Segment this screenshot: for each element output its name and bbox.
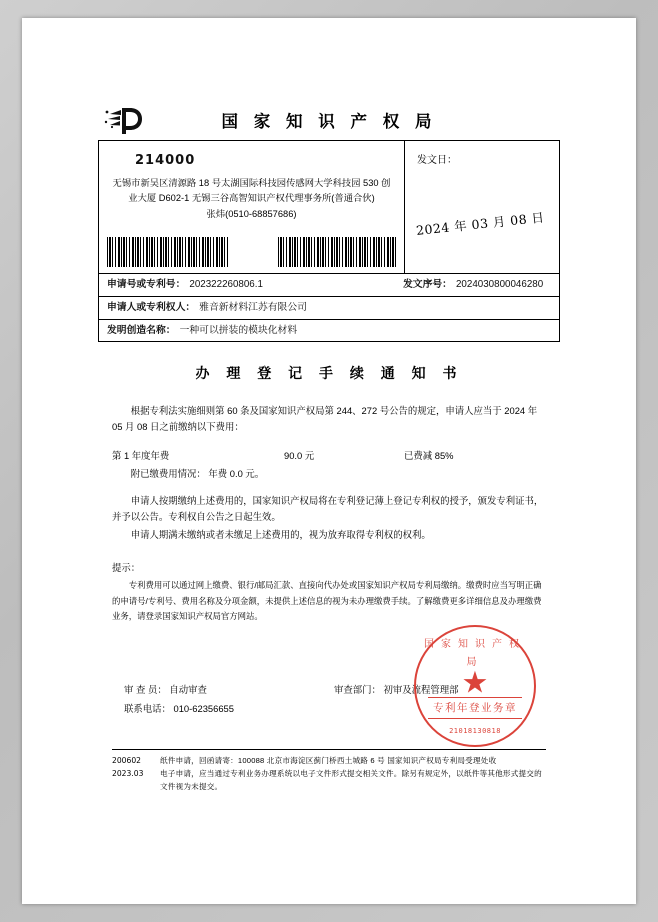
invention-title-label: 发明创造名称： [107,324,176,336]
dispatch-date-label: 发文日： [417,155,457,166]
paragraph-grant: 申请人按期缴纳上述费用的，国家知识产权局将在专利登记薄上登记专利权的授予，颁发专利证书，并予以公告。专利权自公告之日起生效。 [112,494,544,523]
notice-body [98,342,560,803]
contact-phone-label: 联系电话： [124,702,171,714]
addressee-block [99,141,405,273]
meta-row-invention [99,320,559,342]
seal-code: 21018130818 [449,726,501,735]
barcode-dispatch-serial [278,237,398,267]
department-label: 审查部门： [334,684,381,696]
address-contact: 张炜(0510-68857686) [206,208,297,219]
fee-reduction-note: 已费减 85% [404,449,454,461]
footer-line-1: 纸件申请，回函请寄：100088 北京市海淀区蓟门桥西土城路 6 号 国家知识产权局专利局受理处收 [160,756,497,766]
document-header [98,106,560,141]
document-footer [112,749,546,794]
paragraph-waiver: 申请人期满未缴纳或者未缴足上述费用的，视为放弃取得专利权的权利。 [130,529,431,541]
dispatch-date-block [405,141,559,273]
postal-code: 214000 [135,153,196,168]
meta-row-applicant [99,297,559,320]
tips-text: 专利费用可以通过网上缴费、银行/邮局汇款、直接向代办处或国家知识产权局专利局缴纳。缴费时应当写明正确的申请号/专利号、费用名称及分项金额，未提供上述信息的视为未办理缴费手续。了解缴费更多详细信息及办理缴费业务，请登录国家知识产权局官方网站。 [112,580,542,622]
application-number-label: 申请号或专利号： [107,279,186,290]
signature-area [112,639,546,739]
address-line-2: 业大厦 D602-1 无锡三谷高智知识产权代理事务所(普通合伙) [128,193,375,204]
examiner-block [124,681,234,719]
fee-table-row [112,448,546,464]
page-title: 办 理 登 记 手 续 通 知 书 [195,366,463,383]
address-and-date-row [99,141,559,274]
official-seal-icon [414,625,536,747]
meta-row-numbers [99,274,559,297]
footer-text [160,755,546,794]
organization-title: 国 家 知 识 产 权 局 [221,112,437,131]
fee-name: 第 1 年度年费 [112,449,170,461]
dispatch-date-value: 2024 年 03 月 08 日 [415,209,546,239]
footer-form-codes [112,755,160,794]
examiner-value: 自动审查 [169,684,207,696]
fee-amount: 90.0 元 [284,449,315,461]
examiner-label: 审 查 员： [124,684,167,696]
paragraph-deadline: 根据专利法实施细则第 60 条及国家知识产权局第 244、272 号公告的规定，申请人应当于 2024 年 05 月 08 日之前缴纳以下费用： [112,404,538,433]
application-number-value: 202322260806.1 [189,279,263,290]
footer-line-2: 电子申请，应当通过专利业务办理系统以电子文件形式提交相关文件。除另有规定外，以纸件等其他形式提交的 [160,768,542,778]
barcode-application-number [107,237,229,267]
seal-star-icon: ★ [461,666,489,700]
serial-number-value: 2024030800046280 [455,279,544,290]
notice-document [98,106,560,804]
department-value: 初审及流程管理部 [383,684,459,696]
barcode-row [107,237,398,267]
tips-title: 提示： [112,561,141,573]
contact-phone-value: 010-62356655 [173,702,234,714]
seal-bottom-text: 专利年登业务章 [428,697,522,719]
document-page [22,18,636,904]
document-frame [98,141,560,342]
serial-number-label: 发文序号： [403,279,452,290]
address-line-1: 无锡市新吴区清源路 18 号太湖国际科技园传感网大学科技园 530 创 [112,178,391,188]
applicant-label: 申请人或专利权人： [107,301,196,313]
page-surface [22,18,636,904]
invention-title-value: 一种可以拼装的模块化材料 [179,324,298,336]
fee-paid-note: 附已缴费用情况： 年费 0.0 元。 [130,468,265,480]
applicant-value: 雅音新材料江苏有限公司 [199,301,307,313]
footer-code-1: 200602 [112,756,141,766]
footer-code-2: 2023.03 [112,768,144,778]
seal-arc-text: 国家知识产权局 [424,639,526,668]
footer-line-3: 文件视为未提交。 [160,781,223,791]
